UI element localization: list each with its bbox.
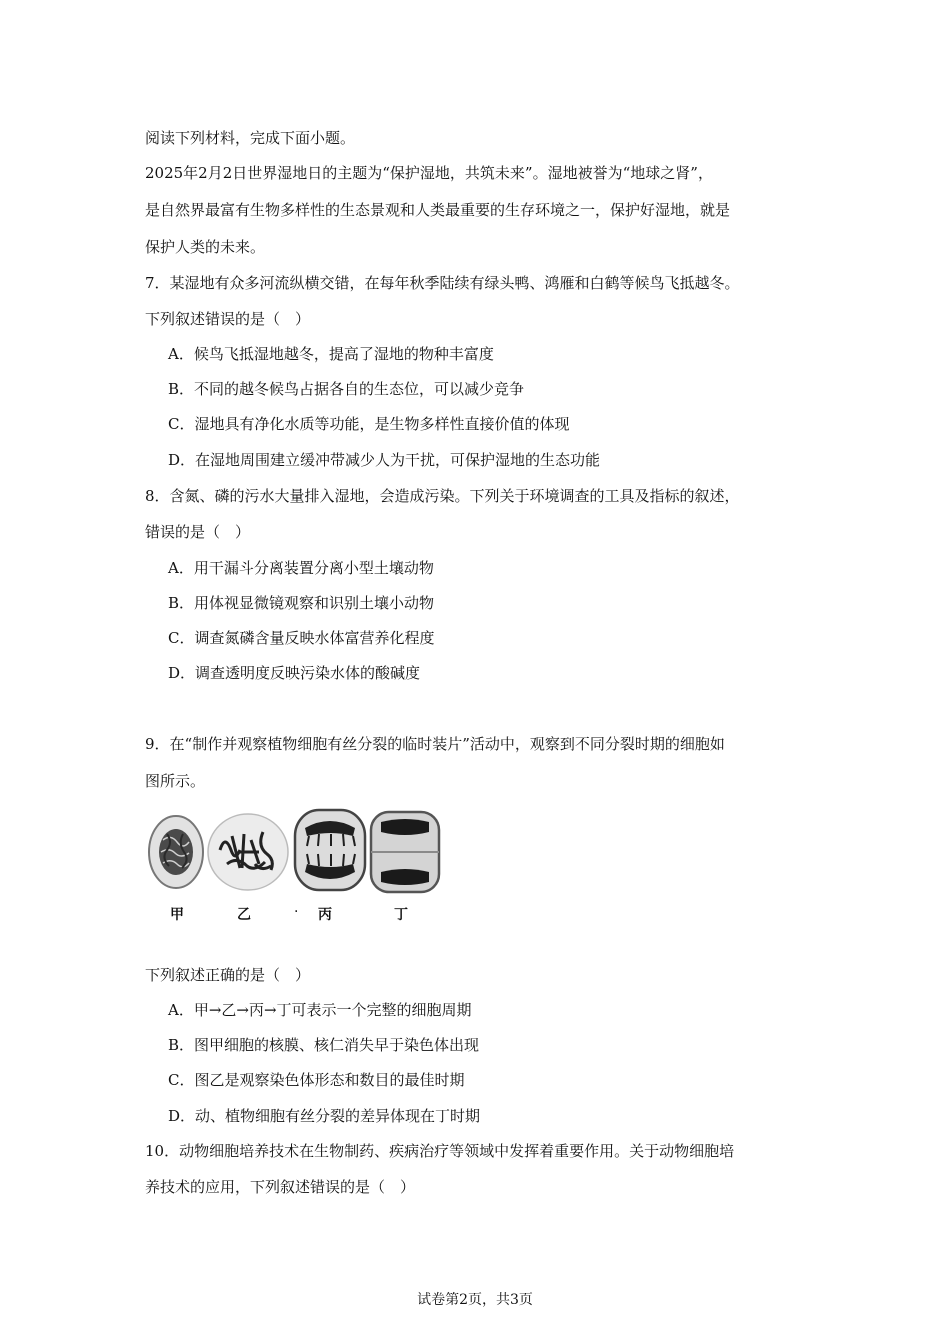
cell-jia [149, 816, 203, 888]
figure-label-jia: 甲 [170, 907, 184, 923]
q9-option-c: C．图乙是观察染色体形态和数目的最佳时期 [168, 1071, 465, 1089]
cell-bing [295, 810, 365, 890]
q8-option-b: B．用体视显微镜观察和识别土壤小动物 [168, 594, 435, 612]
figure-label-yi: 乙 [237, 907, 251, 923]
figure-label-ding: 丁 [394, 907, 408, 923]
q9-option-a: A．甲→乙→丙→丁可表示一个完整的细胞周期 [168, 1001, 472, 1019]
q7-stem: 7．某湿地有众多河流纵横交错，在每年秋季陆续有绿头鸭、鸿雁和白鹤等候鸟飞抵越冬。 [145, 274, 740, 292]
material-line: 是自然界最富有生物多样性的生态景观和人类最重要的生存环境之一，保护好湿地，就是 [145, 201, 731, 219]
q7-option-d: D．在湿地周围建立缓冲带减少人为干扰，可保护湿地的生态功能 [168, 451, 601, 469]
q7-option-a: A．候鸟飞抵湿地越冬，提高了湿地的物种丰富度 [168, 345, 494, 363]
q9-option-b: B．图甲细胞的核膜、核仁消失早于染色体出现 [168, 1036, 480, 1054]
figure-label-bing: 丙 [318, 907, 332, 923]
material-instruction: 阅读下列材料，完成下面小题。 [145, 129, 356, 147]
q9-stem: 图所示。 [145, 772, 206, 790]
figure-label-dot: · [294, 904, 299, 920]
material-line: 2025年2月2日世界湿地日的主题为“保护湿地，共筑未来”。湿地被誉为“地球之肾”， [145, 164, 713, 182]
q9-option-d: D．动、植物细胞有丝分裂的差异体现在丁时期 [168, 1107, 481, 1125]
material-line: 保护人类的未来。 [145, 238, 266, 256]
q10-stem: 养技术的应用，下列叙述错误的是（ ） [145, 1178, 416, 1196]
q8-stem: 错误的是（ ） [145, 523, 251, 541]
q10-stem: 10．动物细胞培养技术在生物制药、疾病治疗等领域中发挥着重要作用。关于动物细胞培 [145, 1142, 735, 1160]
page-footer: 试卷第2页，共3页 [417, 1292, 533, 1308]
q8-option-c: C．调查氮磷含量反映水体富营养化程度 [168, 629, 435, 647]
q7-option-b: B．不同的越冬候鸟占据各自的生态位，可以减少竞争 [168, 380, 525, 398]
q7-option-c: C．湿地具有净化水质等功能，是生物多样性直接价值的体现 [168, 415, 570, 433]
q9-question: 下列叙述正确的是（ ） [145, 966, 311, 984]
q8-option-d: D．调查透明度反映污染水体的酸碱度 [168, 664, 421, 682]
cell-ding [371, 812, 439, 892]
q8-option-a: A．用干漏斗分离装置分离小型土壤动物 [168, 559, 434, 577]
q8-stem: 8．含氮、磷的污水大量排入湿地，会造成污染。下列关于环境调查的工具及指标的叙述， [145, 487, 740, 505]
cell-yi [208, 814, 288, 890]
q9-stem: 9．在“制作并观察植物细胞有丝分裂的临时装片”活动中，观察到不同分裂时期的细胞如 [145, 735, 725, 753]
q7-stem: 下列叙述错误的是（ ） [145, 310, 311, 328]
